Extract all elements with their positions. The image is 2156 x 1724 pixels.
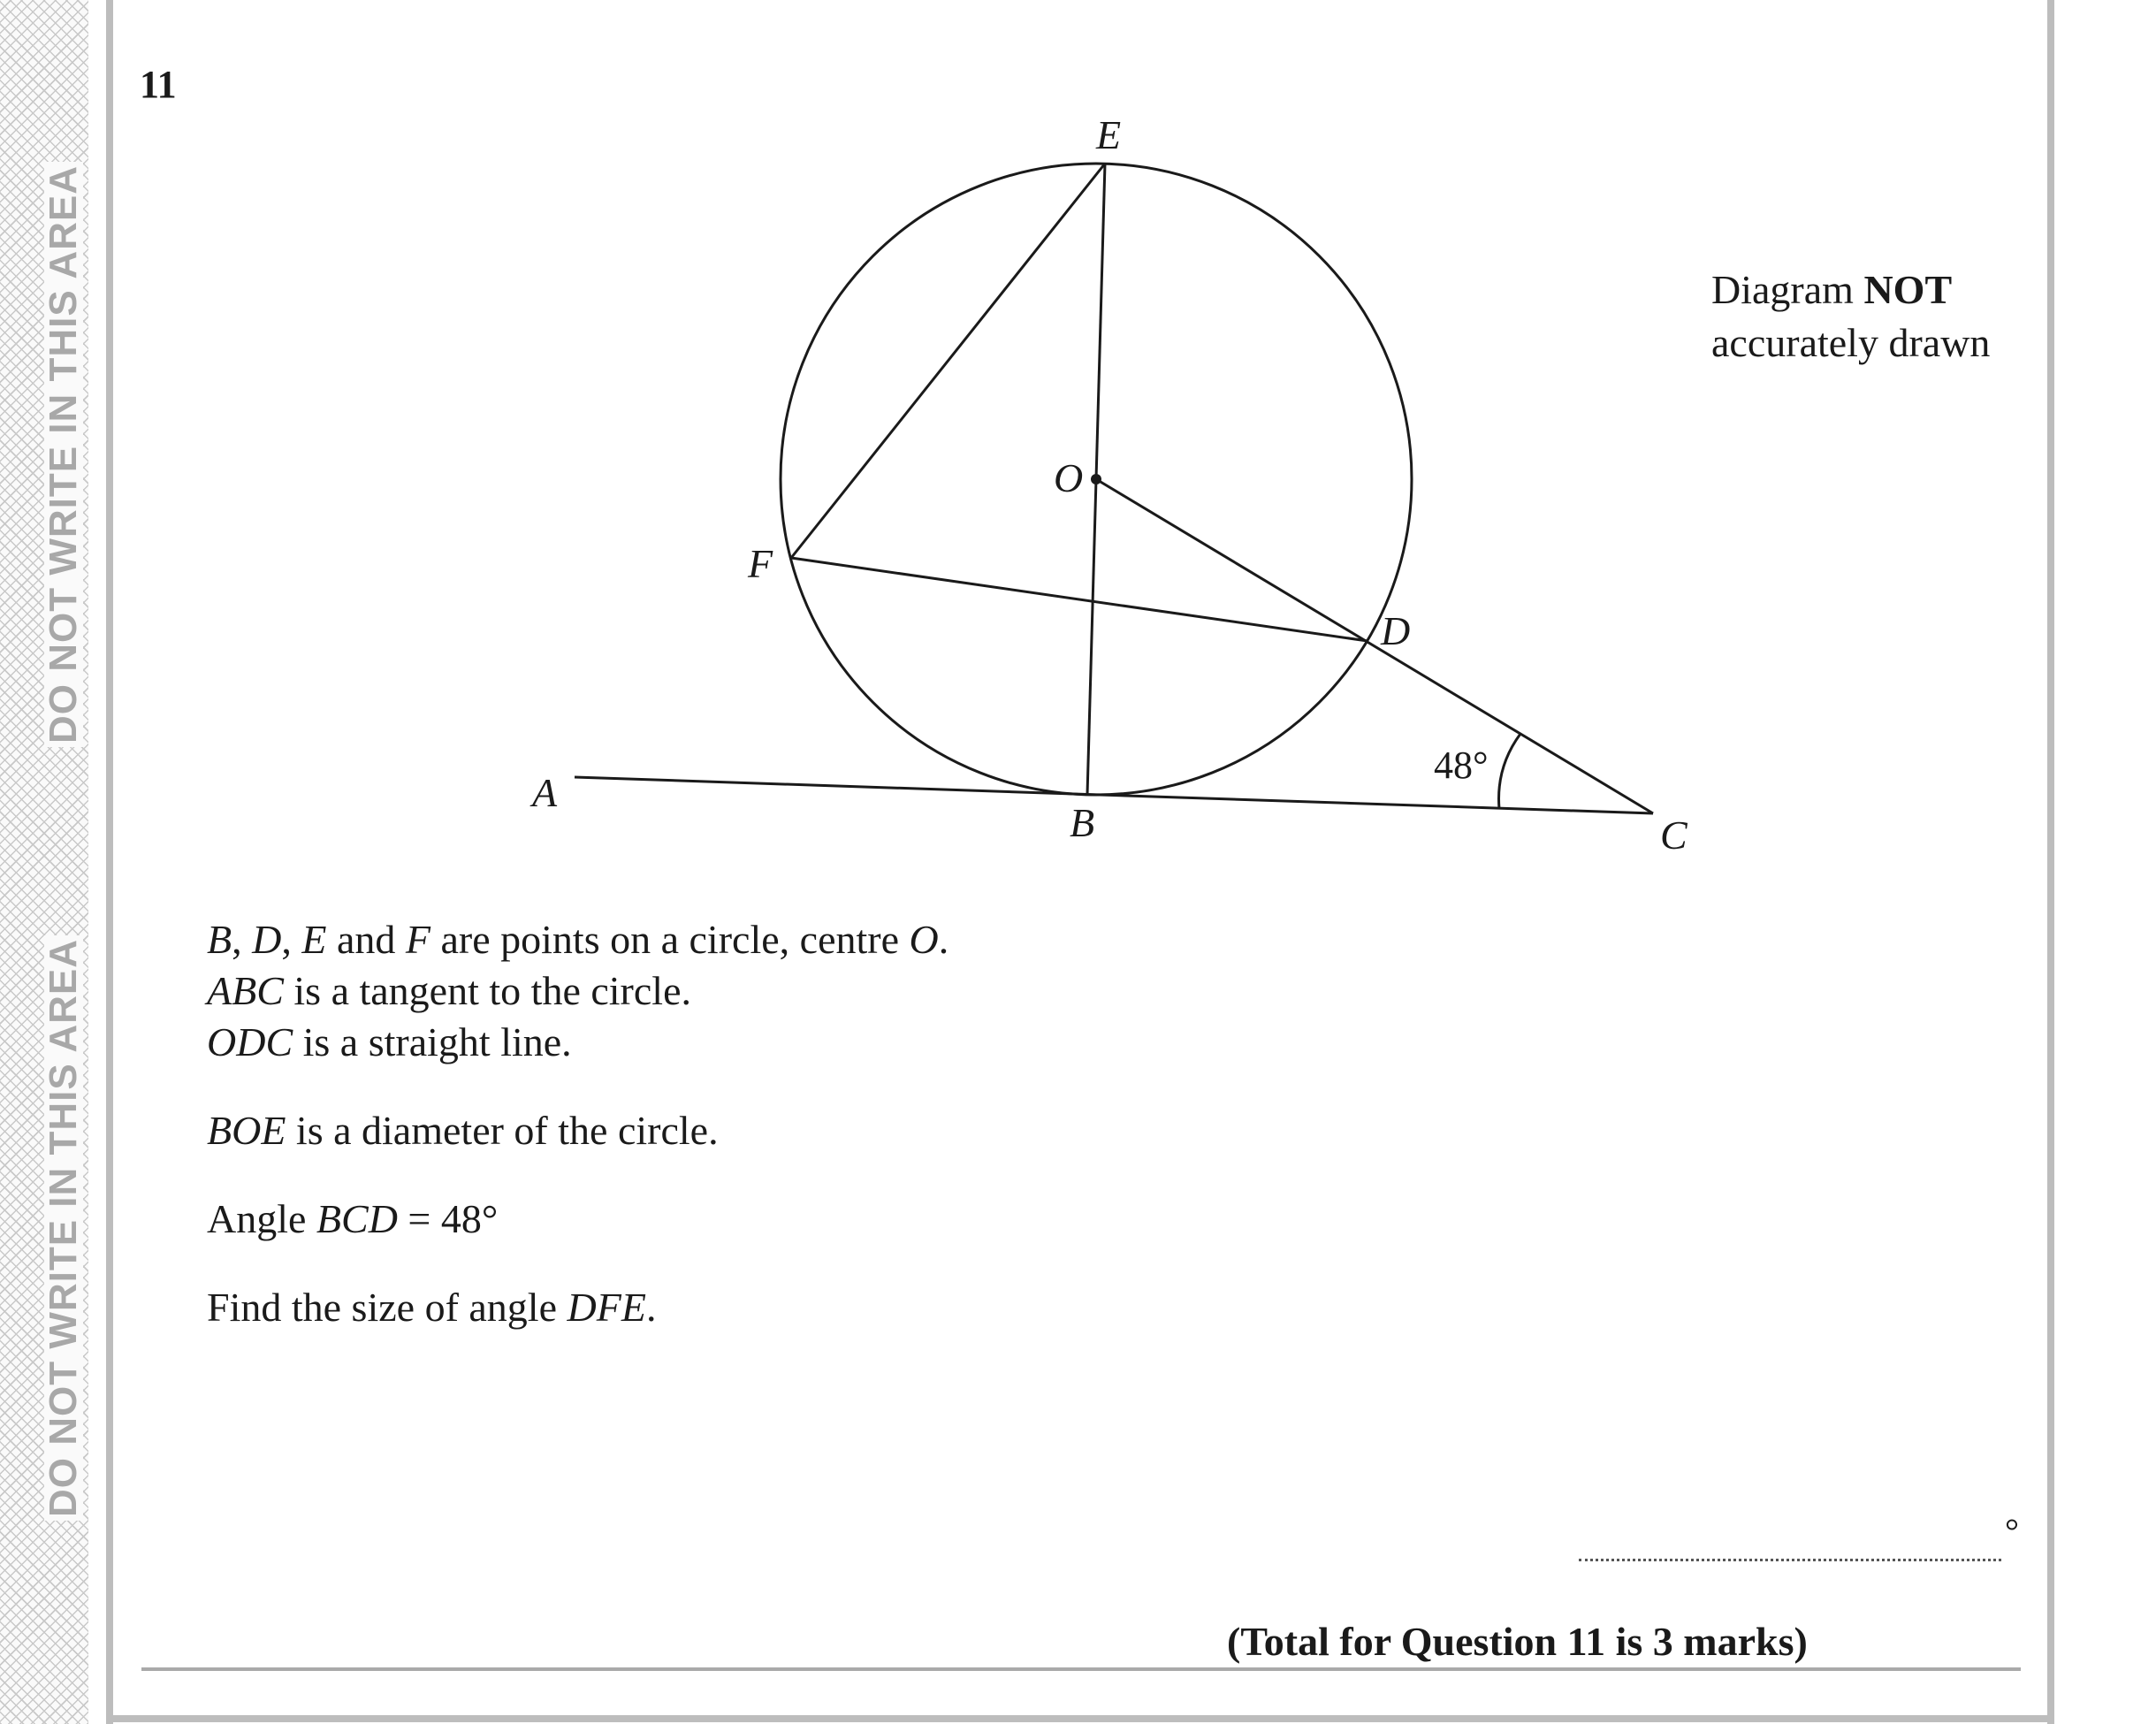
sep: , [232, 917, 253, 962]
line-odc [1096, 479, 1653, 813]
line-abc: ABC [207, 968, 284, 1013]
answer-line[interactable] [1579, 1559, 2001, 1561]
label-a: A [532, 770, 558, 815]
line-boe: BOE [207, 1108, 286, 1153]
bottom-rule [141, 1667, 2021, 1671]
point-b: B [207, 917, 232, 962]
angle-label: 48° [1434, 744, 1489, 787]
statement-points [207, 916, 948, 963]
label-c: C [1660, 812, 1687, 858]
statement-text: Angle [207, 1196, 316, 1241]
label-f: F [748, 541, 773, 586]
margin-notice-upper: DO NOT WRITE IN THIS AREA [44, 162, 83, 747]
statement-task [207, 1284, 656, 1331]
point-e: E [301, 917, 327, 962]
diagram-note-line2: accurately drawn [1711, 320, 1991, 365]
label-e: E [1096, 112, 1122, 157]
statement-diameter [207, 1107, 719, 1154]
question-number: 11 [140, 63, 177, 106]
angle-arc [1499, 734, 1521, 809]
centre-point [1091, 474, 1101, 484]
label-b: B [1070, 800, 1095, 845]
statement-text: Find the size of angle [207, 1285, 568, 1330]
question-total: (Total for Question 11 is 3 marks) [1227, 1619, 1808, 1664]
sep: , [281, 917, 302, 962]
label-d: D [1381, 608, 1411, 653]
diagram-note-bold: NOT [1863, 267, 1953, 312]
statement-angle [207, 1195, 498, 1242]
chord-fd [791, 558, 1367, 641]
answer-unit: ° [2005, 1511, 2019, 1551]
label-o: O [1054, 455, 1084, 500]
point-f: F [405, 917, 430, 962]
statement-straight-line [207, 1018, 572, 1065]
diagram-note-prefix: Diagram [1711, 267, 1864, 312]
margin-notice-lower: DO NOT WRITE IN THIS AREA [44, 935, 83, 1521]
statement-text: is a straight line. [293, 1019, 572, 1064]
angle-dfe: DFE [567, 1285, 646, 1330]
statement-text: are points on a circle, centre [430, 917, 910, 962]
statement-text: is a tangent to the circle. [283, 968, 691, 1013]
point-o: O [909, 917, 939, 962]
tangent-line-abc [575, 777, 1653, 813]
statement-text: is a diameter of the circle. [286, 1108, 719, 1153]
statement-text: . [938, 917, 949, 962]
point-d: D [252, 917, 282, 962]
line-odc: ODC [207, 1019, 293, 1064]
angle-bcd: BCD [316, 1196, 398, 1241]
statement-text: . [645, 1285, 657, 1330]
statement-tangent [207, 967, 691, 1014]
statement-text: = 48° [397, 1196, 499, 1241]
sep: and [326, 917, 406, 962]
